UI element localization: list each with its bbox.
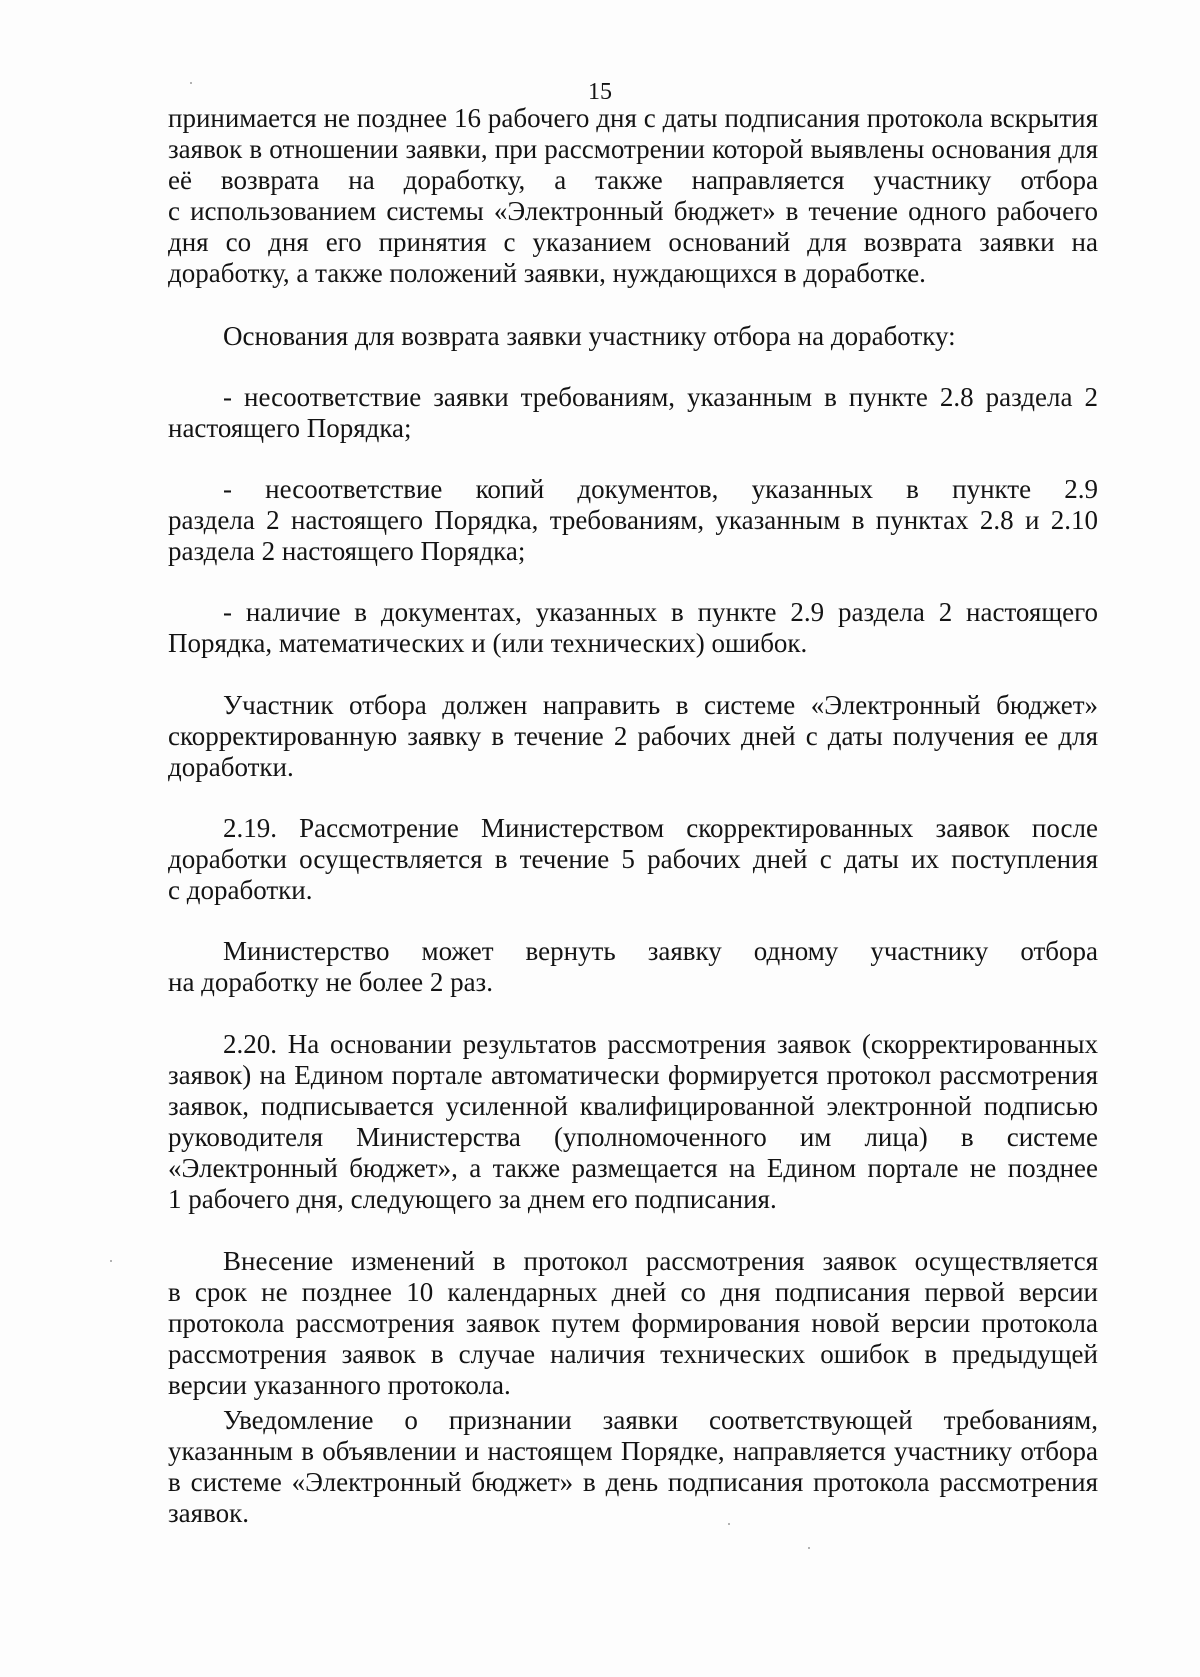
text-line: - несоответствие заявки требованиям, указанным в пункте 2.8 раздела 2	[223, 382, 1098, 412]
text-line: 2.20. На основании результатов рассмотрения заявок (скорректированных	[223, 1029, 1098, 1059]
list-item	[168, 382, 1098, 444]
text-line: указанным в объявлении и настоящем Порядке, направляется участнику отбора	[168, 1436, 1098, 1466]
paragraph	[168, 936, 1098, 998]
text-line: настоящего Порядка;	[168, 413, 412, 443]
paragraph	[168, 1246, 1098, 1401]
text-line: принимается не позднее 16 рабочего дня с даты подписания протокола вскрытия	[168, 103, 1098, 133]
text-line: в срок не позднее 10 календарных дней со дня подписания первой версии	[168, 1277, 1098, 1307]
list-item	[168, 597, 1098, 659]
text-line: с доработки.	[168, 875, 313, 905]
paragraph	[168, 690, 1098, 783]
text-line: её возврата на доработку, а также направляется участнику отбора	[168, 165, 1098, 195]
paragraph-continuation	[168, 103, 1098, 289]
text-line: рассмотрения заявок в случае наличия технических ошибок в предыдущей	[168, 1339, 1098, 1369]
text-line: с использованием системы «Электронный бюджет» в течение одного рабочего	[168, 196, 1098, 226]
paragraph	[168, 1405, 1098, 1529]
text-line: «Электронный бюджет», а также размещается на Едином портале не позднее	[168, 1153, 1098, 1183]
text-line: дня со дня его принятия с указанием оснований для возврата заявки на	[168, 227, 1098, 257]
text-line: Участник отбора должен направить в системе «Электронный бюджет»	[223, 690, 1098, 720]
text-line: версии указанного протокола.	[168, 1370, 511, 1400]
scan-speck	[728, 1523, 730, 1525]
scan-speck	[190, 82, 192, 84]
scan-speck	[110, 1260, 112, 1262]
text-line: Основания для возврата заявки участнику отбора на доработку:	[223, 321, 956, 351]
text-line: Уведомление о признании заявки соответствующей требованиям,	[223, 1405, 1098, 1435]
text-line: заявок.	[168, 1498, 249, 1528]
text-line: руководителя Министерства (уполномоченного им лица) в системе	[168, 1122, 1098, 1152]
text-line: - наличие в документах, указанных в пункте 2.9 раздела 2 настоящего	[223, 597, 1098, 627]
text-line: заявок, подписывается усиленной квалифицированной электронной подписью	[168, 1091, 1098, 1121]
text-line: Внесение изменений в протокол рассмотрения заявок осуществляется	[223, 1246, 1098, 1276]
list-item	[168, 474, 1098, 567]
text-line: 2.19. Рассмотрение Министерством скорректированных заявок после	[223, 813, 1098, 843]
paragraph-section-2-20	[168, 1029, 1098, 1215]
text-line: раздела 2 настоящего Порядка, требованиям, указанным в пунктах 2.8 и 2.10	[168, 505, 1098, 535]
text-line: - несоответствие копий документов, указанных в пункте 2.9	[223, 474, 1098, 504]
text-line: на доработку не более 2 раз.	[168, 967, 493, 997]
text-line: скорректированную заявку в течение 2 рабочих дней с даты получения ее для	[168, 721, 1098, 751]
scan-speck	[808, 1547, 810, 1549]
text-line: доработки.	[168, 752, 294, 782]
paragraph-grounds-heading	[168, 321, 1098, 352]
text-line: раздела 2 настоящего Порядка;	[168, 536, 526, 566]
text-line: 1 рабочего дня, следующего за днем его подписания.	[168, 1184, 777, 1214]
text-line: Министерство может вернуть заявку одному участнику отбора	[223, 936, 1098, 966]
text-line: Порядка, математических и (или технических) ошибок.	[168, 628, 808, 658]
text-line: заявок) на Едином портале автоматически формируется протокол рассмотрения	[168, 1060, 1098, 1090]
text-line: протокола рассмотрения заявок путем формирования новой версии протокола	[168, 1308, 1098, 1338]
text-line: заявок в отношении заявки, при рассмотрении которой выявлены основания для	[168, 134, 1098, 164]
text-line: доработки осуществляется в течение 5 рабочих дней с даты их поступления	[168, 844, 1098, 874]
text-line: в системе «Электронный бюджет» в день подписания протокола рассмотрения	[168, 1467, 1098, 1497]
text-line: доработку, а также положений заявки, нуждающихся в доработке.	[168, 258, 926, 288]
paragraph-section-2-19	[168, 813, 1098, 906]
page-number: 15	[588, 79, 612, 105]
